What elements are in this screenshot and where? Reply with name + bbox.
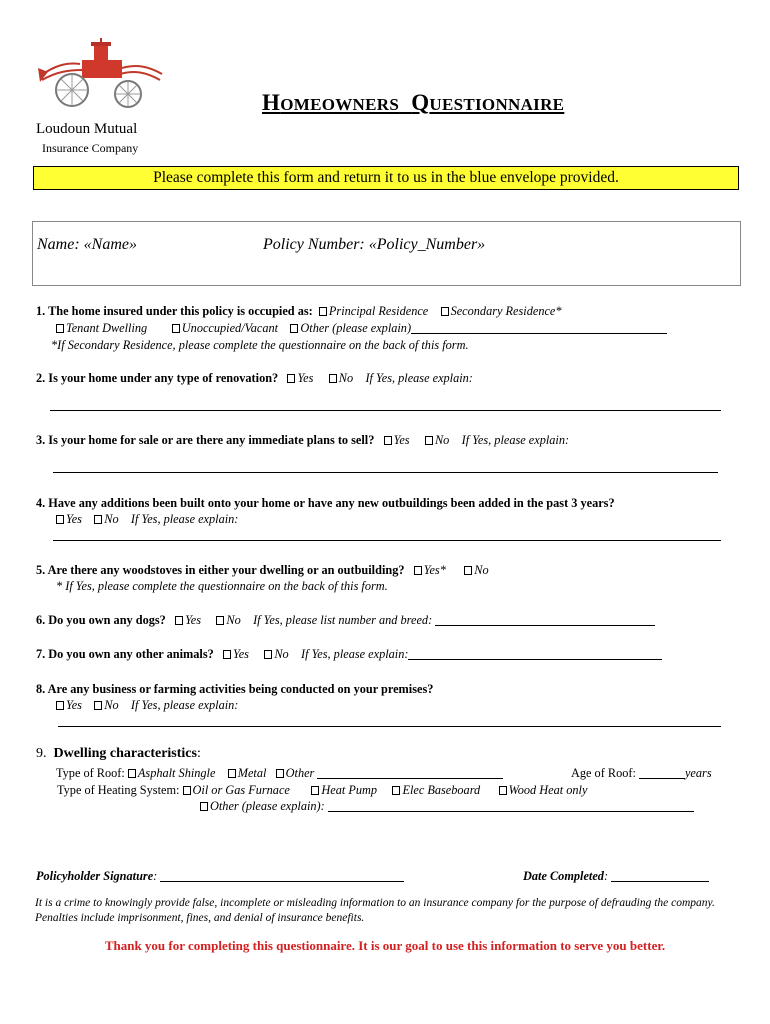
page-title: HOMEOWNERS QUESTIONNAIRE xyxy=(262,90,565,115)
elec-baseboard-checkbox[interactable] xyxy=(392,786,400,795)
question-2: 2. Is your home under any type of renovation? Yes No If Yes, please explain: xyxy=(36,371,473,385)
other-roof-checkbox[interactable] xyxy=(276,769,284,778)
secondary-residence-checkbox[interactable] xyxy=(441,307,449,316)
question-3: 3. Is your home for sale or are there any immediate plans to sell? Yes No If Yes, please explain: xyxy=(36,433,570,447)
q7-no-checkbox[interactable] xyxy=(264,650,272,659)
question-1-options: Tenant Dwelling Unoccupied/Vacant Other (please explain) xyxy=(56,320,667,336)
q5-yes-checkbox[interactable] xyxy=(414,566,422,575)
q8-no-checkbox[interactable] xyxy=(94,701,102,710)
q4-yes-checkbox[interactable] xyxy=(56,515,64,524)
q4-explain-line[interactable] xyxy=(53,540,721,541)
unoccupied-checkbox[interactable] xyxy=(172,324,180,333)
company-subtitle: Insurance Company xyxy=(42,141,139,155)
q7-explain-line[interactable] xyxy=(408,647,662,660)
question-6: 6. Do you own any dogs? Yes No If Yes, please list number and breed: xyxy=(36,612,655,628)
q7-yes-checkbox[interactable] xyxy=(223,650,231,659)
signature-row: Policyholder Signature: xyxy=(36,868,404,884)
oil-gas-furnace-checkbox[interactable] xyxy=(183,786,191,795)
date-line[interactable] xyxy=(611,869,709,882)
q2-no-checkbox[interactable] xyxy=(329,374,337,383)
principal-residence-checkbox[interactable] xyxy=(319,307,327,316)
q4-no-checkbox[interactable] xyxy=(94,515,102,524)
other-occupancy-line[interactable] xyxy=(411,321,667,334)
thank-you-message: Thank you for completing this questionnaire. It is our goal to use this information to serve you better. xyxy=(104,938,666,953)
heating-other-row: Other (please explain): xyxy=(200,798,694,814)
q6-breed-line[interactable] xyxy=(435,613,655,626)
roof-age-line[interactable] xyxy=(639,766,685,779)
date-row: Date Completed: xyxy=(523,868,709,884)
metal-roof-checkbox[interactable] xyxy=(228,769,236,778)
roof-age-field: Age of Roof: years xyxy=(571,766,712,780)
q8-explain-line[interactable] xyxy=(58,726,721,727)
asphalt-shingle-checkbox[interactable] xyxy=(128,769,136,778)
question-8: 8. Are any business or farming activities being conducted on your premises? xyxy=(36,682,434,696)
instruction-banner: Please complete this form and return it to us in the blue envelope provided. xyxy=(33,166,739,190)
other-heat-checkbox[interactable] xyxy=(200,802,208,811)
question-8-options: Yes No If Yes, please explain: xyxy=(56,697,238,713)
q2-explain-line[interactable] xyxy=(50,410,721,411)
question-5-note: * If Yes, please complete the questionnaire on the back of this form. xyxy=(56,579,388,593)
heat-pump-checkbox[interactable] xyxy=(311,786,319,795)
company-logo-icon xyxy=(36,38,166,110)
roof-type-row: Type of Roof: Asphalt Shingle Metal Other xyxy=(56,765,503,781)
other-heat-line[interactable] xyxy=(328,799,694,812)
other-roof-line[interactable] xyxy=(317,766,503,779)
q3-yes-checkbox[interactable] xyxy=(384,436,392,445)
q6-yes-checkbox[interactable] xyxy=(175,616,183,625)
question-4-options: Yes No If Yes, please explain: xyxy=(56,511,238,527)
q6-no-checkbox[interactable] xyxy=(216,616,224,625)
q3-no-checkbox[interactable] xyxy=(425,436,433,445)
signature-line[interactable] xyxy=(160,869,404,882)
question-5: 5. Are there any woodstoves in either your dwelling or an outbuilding? Yes* No xyxy=(36,563,489,577)
question-7: 7. Do you own any other animals? Yes No If Yes, please explain: xyxy=(36,646,662,662)
tenant-dwelling-checkbox[interactable] xyxy=(56,324,64,333)
heating-type-row: Type of Heating System: Oil or Gas Furnace Heat Pump Elec Baseboard Wood Heat only xyxy=(57,783,588,797)
q5-no-checkbox[interactable] xyxy=(464,566,472,575)
name-field[interactable]: Name: «Name» xyxy=(37,236,137,253)
q2-yes-checkbox[interactable] xyxy=(287,374,295,383)
q3-explain-line[interactable] xyxy=(53,472,718,473)
other-occupancy-checkbox[interactable] xyxy=(290,324,298,333)
question-1: 1. The home insured under this policy is occupied as: Principal Residence Secondary Residence* xyxy=(36,304,562,318)
question-9-heading: 9. Dwelling characteristics: xyxy=(36,746,201,761)
company-name: Loudoun Mutual xyxy=(36,121,138,137)
question-1-note: *If Secondary Residence, please complete the questionnaire on the back of this form. xyxy=(51,338,469,352)
policy-number-field[interactable]: Policy Number: «Policy_Number» xyxy=(263,236,486,253)
q8-yes-checkbox[interactable] xyxy=(56,701,64,710)
wood-heat-checkbox[interactable] xyxy=(499,786,507,795)
question-4: 4. Have any additions been built onto your home or have any new outbuildings been added in the past 3 years? xyxy=(36,496,615,510)
legal-disclaimer: It is a crime to knowingly provide false, incomplete or misleading information to an insurance company for the purpose of defrauding the company. Penalties include imprisonment, fines, and denial of insurance benefits. xyxy=(35,897,715,924)
